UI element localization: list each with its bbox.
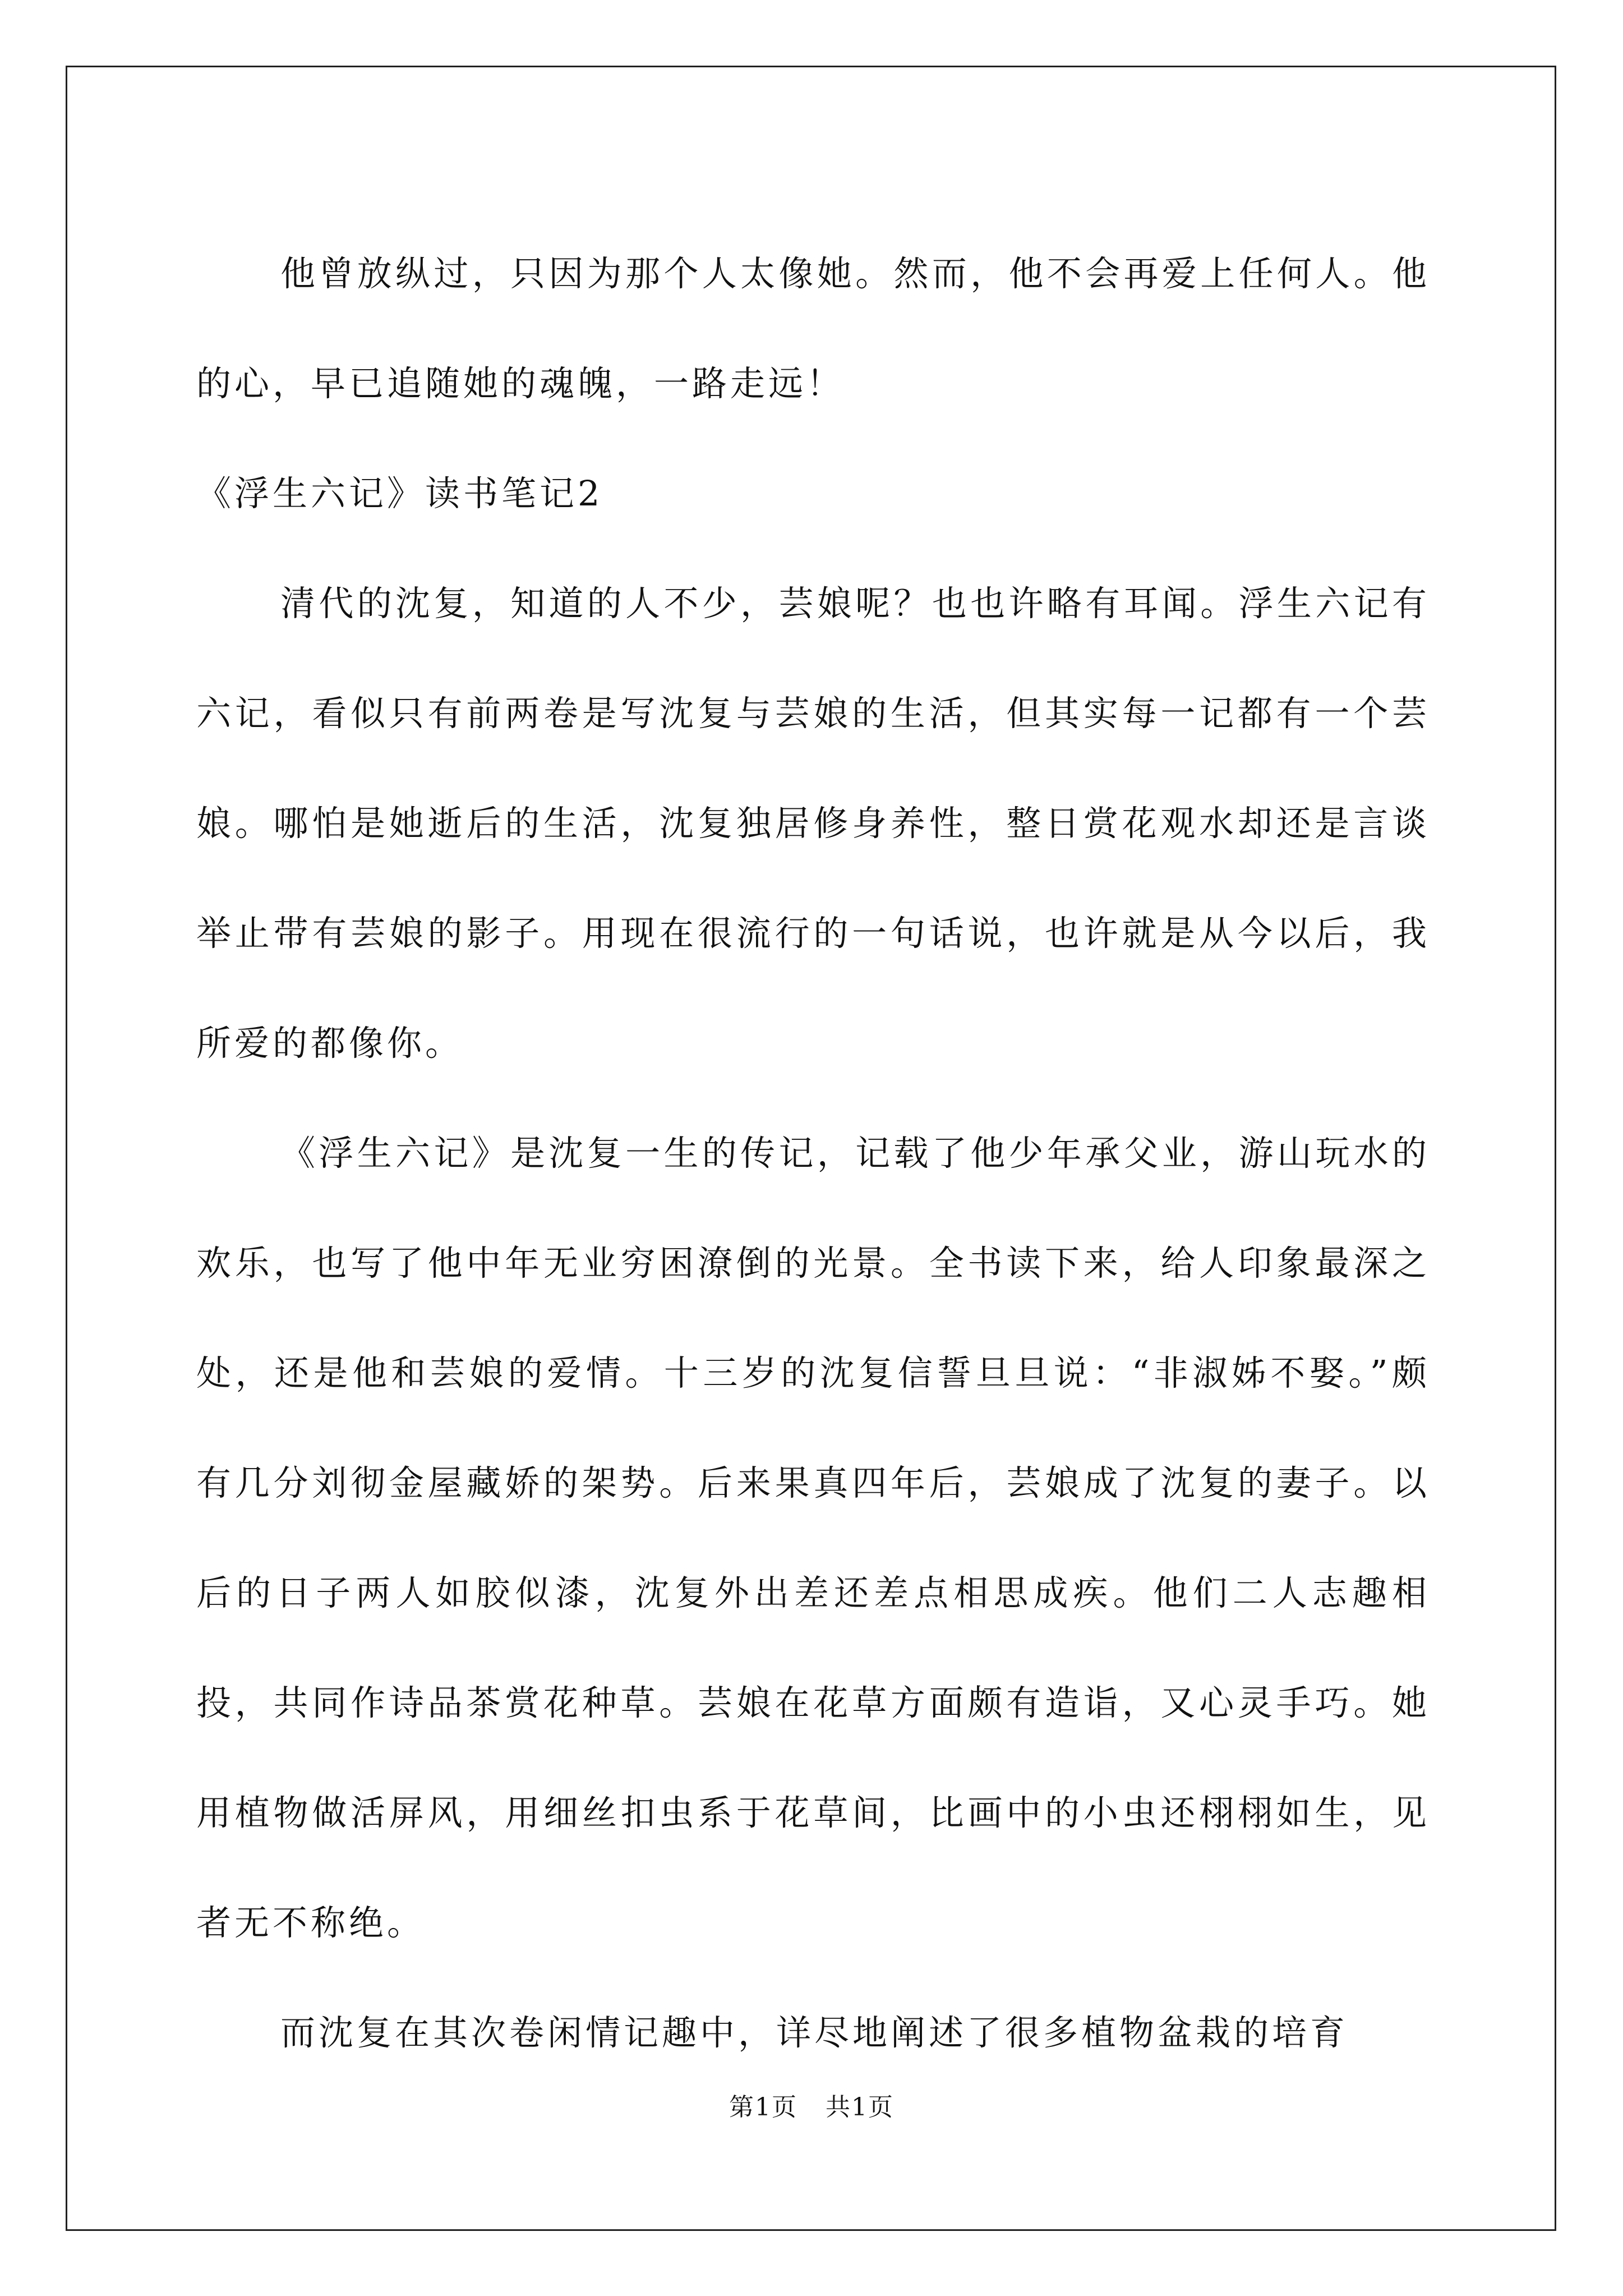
paragraph-3: 而沈复在其次卷闲情记趣中，详尽地阐述了很多植物盆栽的培育 — [280, 2012, 1349, 2053]
page-total: 共1页 — [826, 2093, 894, 2122]
section-heading: 《浮生六记》读书笔记2 — [196, 473, 603, 514]
paragraph-1: 清代的沈复，知道的人不少，芸娘呢？也也许略有耳闻。浮生六记有六记，看似只有前两卷是写沈复与芸娘的生活，但其实每一记都有一个芸娘。哪怕是她逝后的生活，沈复独居修身养性，整日赏花观水却还是言谈举止带有芸娘的影子。用现在很流行的一句话说，也许就是从今以后，我所爱的都像你。 — [196, 583, 1430, 1064]
page-footer — [0, 2087, 1623, 2123]
paragraph-2: 《浮生六记》是沈复一生的传记，记载了他少年承父业，游山玩水的欢乐，也写了他中年无业穷困潦倒的光景。全书读下来，给人印象最深之处，还是他和芸娘的爱情。十三岁的沈复信誓旦旦说：“非淑姊不娶。”颇有几分刘彻金屋藏娇的架势。后来果真四年后，芸娘成了沈复的妻子。以后的日子两人如胶似漆，沈复外出差还差点相思成疾。他们二人志趣相投，共同作诗品茶赏花种草。芸娘在花草方面颇有造诣，又心灵手巧。她用植物做活屏风，用细丝扣虫系于花草间，比画中的小虫还栩栩如生，见者无不称绝。 — [196, 1133, 1430, 1943]
paragraph-intro: 他曾放纵过，只因为那个人太像她。然而，他不会再爱上任何人。他的心，早已追随她的魂魄，一路走远！ — [196, 253, 1430, 404]
page-number: 第1页 — [729, 2093, 797, 2122]
document-body — [196, 219, 1430, 2088]
